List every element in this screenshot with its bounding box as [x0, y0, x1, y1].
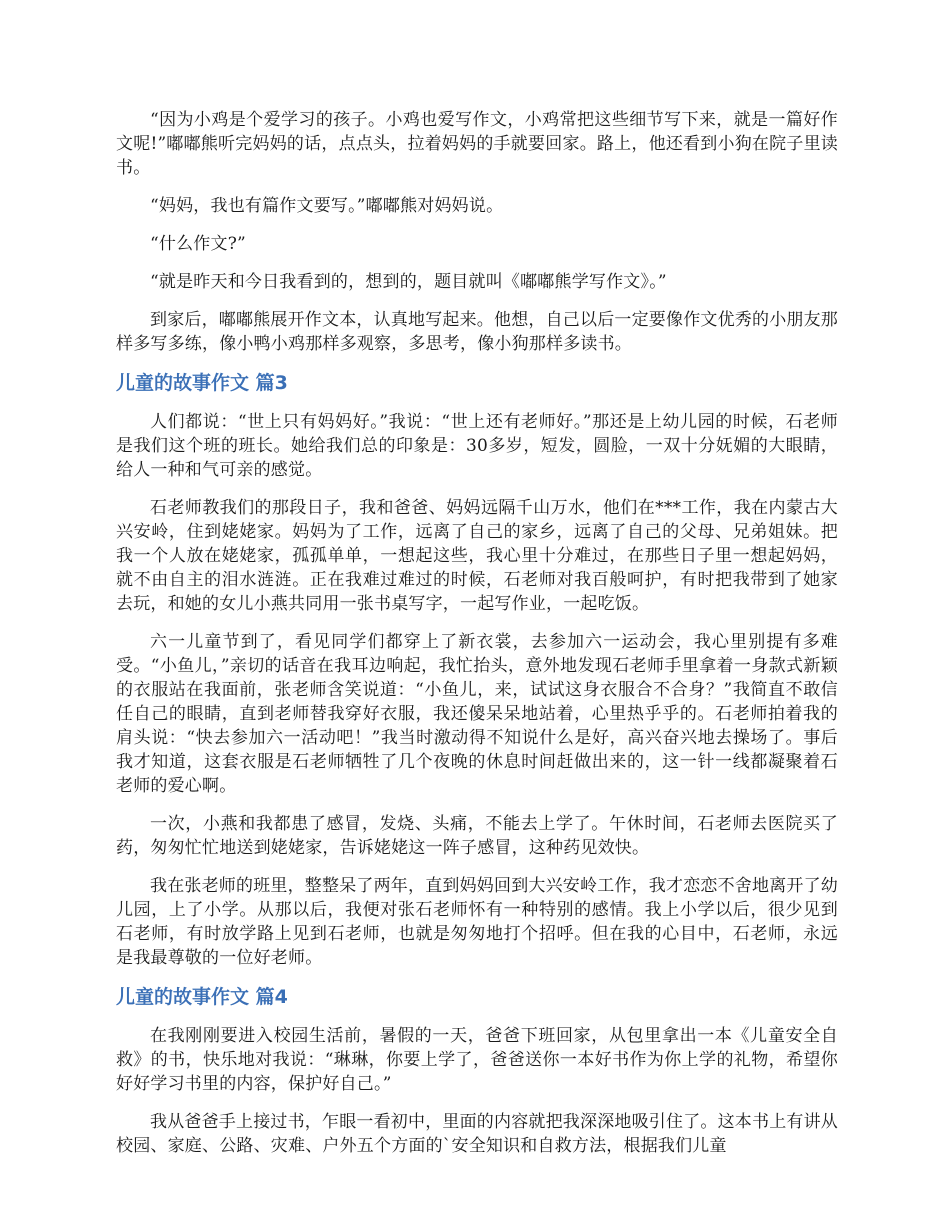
paragraph: “妈妈，我也有篇作文要写。”嘟嘟熊对妈妈说。	[150, 196, 504, 216]
paragraph: 一次，小燕和我都患了感冒，发烧、头痛，不能去上学了。午休时间，石老师去医院买了药，匆匆忙忙地送到姥姥家，告诉姥姥这一阵子感冒，这种药见效快。	[116, 814, 838, 858]
paragraph: 石老师教我们的那段日子，我和爸爸、妈妈远隔千山万水，他们在***工作，我在内蒙古大兴安岭，住到姥姥家。妈妈为了工作，远离了自己的家乡，远离了自己的父母、兄弟姐妹。把我一个人放在姥姥家，孤孤单单，一想起这些，我心里十分难过，在那些日子里一想起妈妈，就不由自主的泪水涟涟。正在我难过难过的时候，石老师对我百般呵护，有时把我带到了她家去玩，和她的女儿小燕共同用一张书桌写字，一起写作业，一起吃饭。	[116, 498, 838, 614]
section-2-tail	[116, 108, 838, 356]
paragraph: 六一儿童节到了，看见同学们都穿上了新衣裳，去参加六一运动会，我心里别提有多难受。“小鱼儿，”亲切的话音在我耳边响起，我忙抬头，意外地发现石老师手里拿着一身款式新颖的衣服站在我面前，张老师含笑说道：“小鱼儿，来，试试这身衣服合不合身？”我简直不敢信任自己的眼睛，直到老师替我穿好衣服，我还傻呆呆地站着，心里热乎乎的。石老师拍着我的肩头说：“快去参加六一活动吧！”我当时激动得不知说什么是好，高兴奋兴地去操场了。事后我才知道，这套衣服是石老师牺牲了几个夜晚的休息时间赶做出来的，这一针一线都凝聚着石老师的爱心啊。	[116, 632, 838, 796]
section-4	[116, 984, 838, 1158]
paragraph: “因为小鸡是个爱学习的孩子。小鸡也爱写作文，小鸡常把这些细节写下来，就是一篇好作文呢!”嘟嘟熊听完妈妈的话，点点头，拉着妈妈的手就要回家。路上，他还看到小狗在院子里读书。	[116, 110, 838, 178]
section-heading: 儿童的故事作文 篇4	[116, 986, 288, 1008]
paragraph: “就是昨天和今日我看到的，想到的，题目就叫《嘟嘟熊学写作文》。”	[150, 272, 667, 292]
section-heading: 儿童的故事作文 篇3	[116, 372, 288, 394]
section-3	[116, 370, 838, 970]
paragraph: “什么作文?”	[150, 234, 246, 254]
paragraph: 我从爸爸手上接过书，乍眼一看初中，里面的内容就把我深深地吸引住了。这本书上有讲从校园、家庭、公路、灾难、户外五个方面的`安全知识和自救方法，根据我们儿童	[116, 1112, 838, 1156]
paragraph: 在我刚刚要进入校园生活前，暑假的一天，爸爸下班回家，从包里拿出一本《儿童安全自救》的书，快乐地对我说：“琳琳，你要上学了，爸爸送你一本好书作为你上学的礼物，希望你好好学习书里的内容，保护好自己。”	[116, 1026, 838, 1094]
paragraph: 人们都说：“世上只有妈妈好。”我说：“世上还有老师好。”那还是上幼儿园的时候，石老师是我们这个班的班长。她给我们总的印象是：30多岁，短发，圆脸，一双十分妩媚的大眼睛，给人一种和气可亲的感觉。	[116, 412, 838, 480]
paragraph: 到家后，嘟嘟熊展开作文本，认真地写起来。他想，自己以后一定要像作文优秀的小朋友那样多写多练，像小鸭小鸡那样多观察，多思考，像小狗那样多读书。	[116, 310, 838, 354]
paragraph: 我在张老师的班里，整整呆了两年，直到妈妈回到大兴安岭工作，我才恋恋不舍地离开了幼儿园，上了小学。从那以后，我便对张石老师怀有一种特别的感情。我上小学以后，很少见到石老师，有时放学路上见到石老师，也就是匆匆地打个招呼。但在我的心目中，石老师，永远是我最尊敬的一位好老师。	[116, 876, 838, 968]
